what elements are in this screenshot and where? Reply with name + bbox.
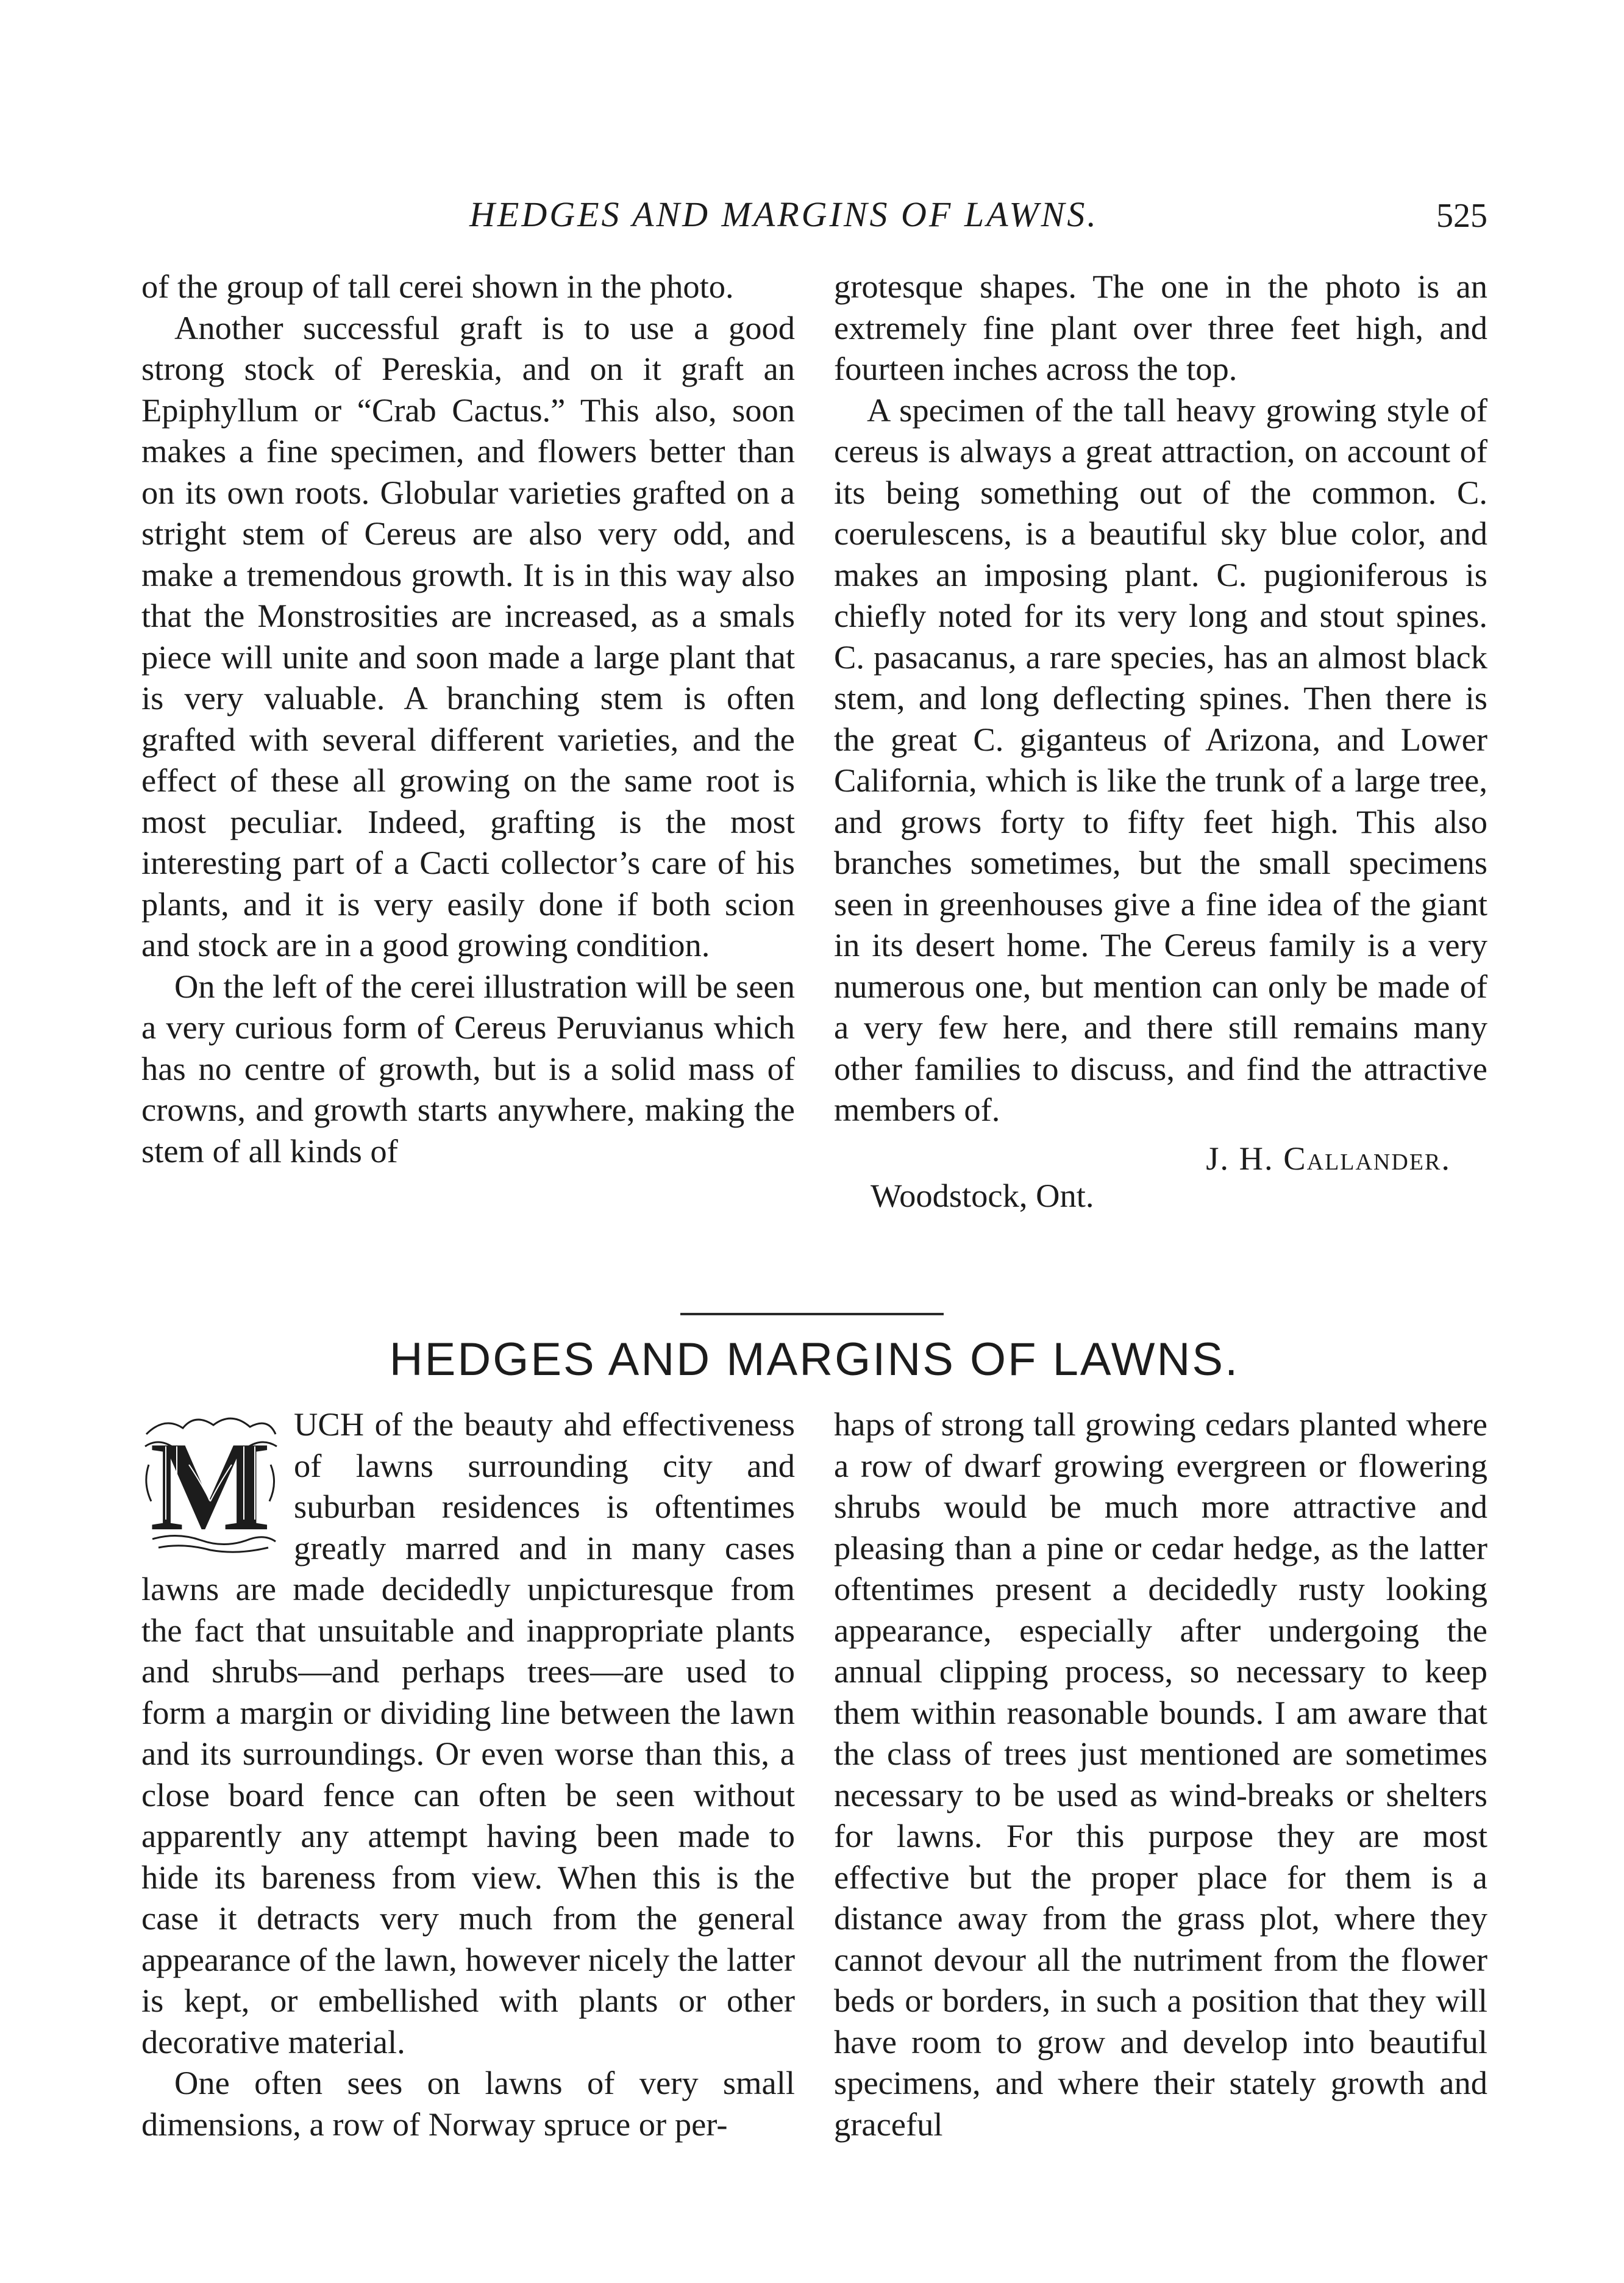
- paragraph-with-dropcap: UCH of the beauty ahd effectiveness of lawns surrounding city and suburban residences is oftentimes greatly marred and in many cases lawns are made decidedly unpicturesque from the fact that unsuitable and inappropriate plants and shrubs—and perhaps trees—are used to form a margin or dividing line between the lawn and its surroundings. Or even worse than this, a close board fence can often be seen without apparently any attempt having been made to hide its bareness from view. When this is the case it detracts very much from the general appearance of the lawn, however nicely the latter is kept, or embellished with plants or other decorative material.: [141, 1406, 795, 2060]
- previous-article-left-column: [141, 266, 795, 1171]
- article-title: HEDGES AND MARGINS OF LAWNS.: [389, 1334, 1240, 1385]
- paragraph: One often sees on lawns of very small dimensions, a row of Norway spruce or per-: [141, 2064, 795, 2143]
- running-title: HEDGES AND MARGINS OF LAWNS.: [469, 195, 1099, 234]
- ornamental-dropcap: [140, 1410, 280, 1555]
- previous-article-right-column: [834, 266, 1487, 1217]
- paragraph: grotesque shapes. The one in the photo is an extremely fine plant over three feet high, and fourteen inches across the top.: [834, 268, 1487, 387]
- author-location: Woodstock, Ont.: [871, 1177, 1094, 1214]
- paragraph: haps of strong tall growing cedars planted where a row of dwarf growing evergreen or flowering shrubs would be much more attractive and pleasing than a pine or cedar hedge, as the latter oftentimes present a decidedly rusty looking appearance, especially after undergoing the annual clipping process, so necessary to keep them within reasonable bounds. I am aware that the class of trees just mentioned are sometimes necessary to be used as wind-breaks or shelters for lawns. For this purpose they are most effective but the proper place for them is a distance away from the grass plot, where they cannot devour all the nutriment from the flower beds or borders, in such a position that they will have room to grow and develop into beautiful specimens, and where their stately growth and graceful: [834, 1406, 1487, 2143]
- author-signature: J. H. Callander.: [1206, 1139, 1451, 1177]
- paragraph: On the left of the cerei illustration will be seen a very curious form of Cereus Peruvianus which has no centre of growth, but is a solid mass of crowns, and growth starts anywhere, making the stem of all kinds of: [141, 967, 795, 1170]
- dropcap-letter: M: [149, 1416, 271, 1555]
- page-number: 525: [1436, 197, 1487, 235]
- section-divider: [680, 1313, 944, 1315]
- paragraph: A specimen of the tall heavy growing style of cereus is always a great attraction, on account of its being something out of the common. C. coerulescens, is a beautiful sky blue color, and makes an imposing plant. C. pugioniferous is chiefly noted for its very long and stout spines. C. pasacanus, a rare species, has an almost black stem, and long deflecting spines. Then there is the great C. giganteus of Arizona, and Lower California, which is like the trunk of a large tree, and grows forty to fifty feet high. This also branches sometimes, but the small specimens seen in greenhouses give a fine idea of the giant in its desert home. The Cereus family is a very numerous one, but mention can only be made of a very few here, and there still remains many other families to discuss, and find the attractive members of.: [834, 391, 1487, 1128]
- article-right-column: [834, 1404, 1487, 2145]
- article-left-column: [141, 1404, 795, 2145]
- paragraph: of the group of tall cerei shown in the photo.: [141, 268, 734, 305]
- running-header: [140, 194, 1487, 243]
- paragraph: Another successful graft is to use a good strong stock of Pereskia, and on it graft an Epiphyllum or “Crab Cactus.” This also, soon makes a fine specimen, and flowers better than on its own roots. Globular varieties grafted on a stright stem of Cereus are also very odd, and make a tremendous growth. It is in this way also that the Monstrosities are increased, as a smals piece will unite and soon made a large plant that is very valuable. A branching stem is often grafted with several different varieties, and the effect of these all growing on the same root is most peculiar. Indeed, grafting is the most interesting part of a Cacti collector’s care of his plants, and it is very easily done if both scion and stock are in a good growing condition.: [141, 309, 795, 963]
- ornamental-dropcap-icon: [140, 1410, 280, 1555]
